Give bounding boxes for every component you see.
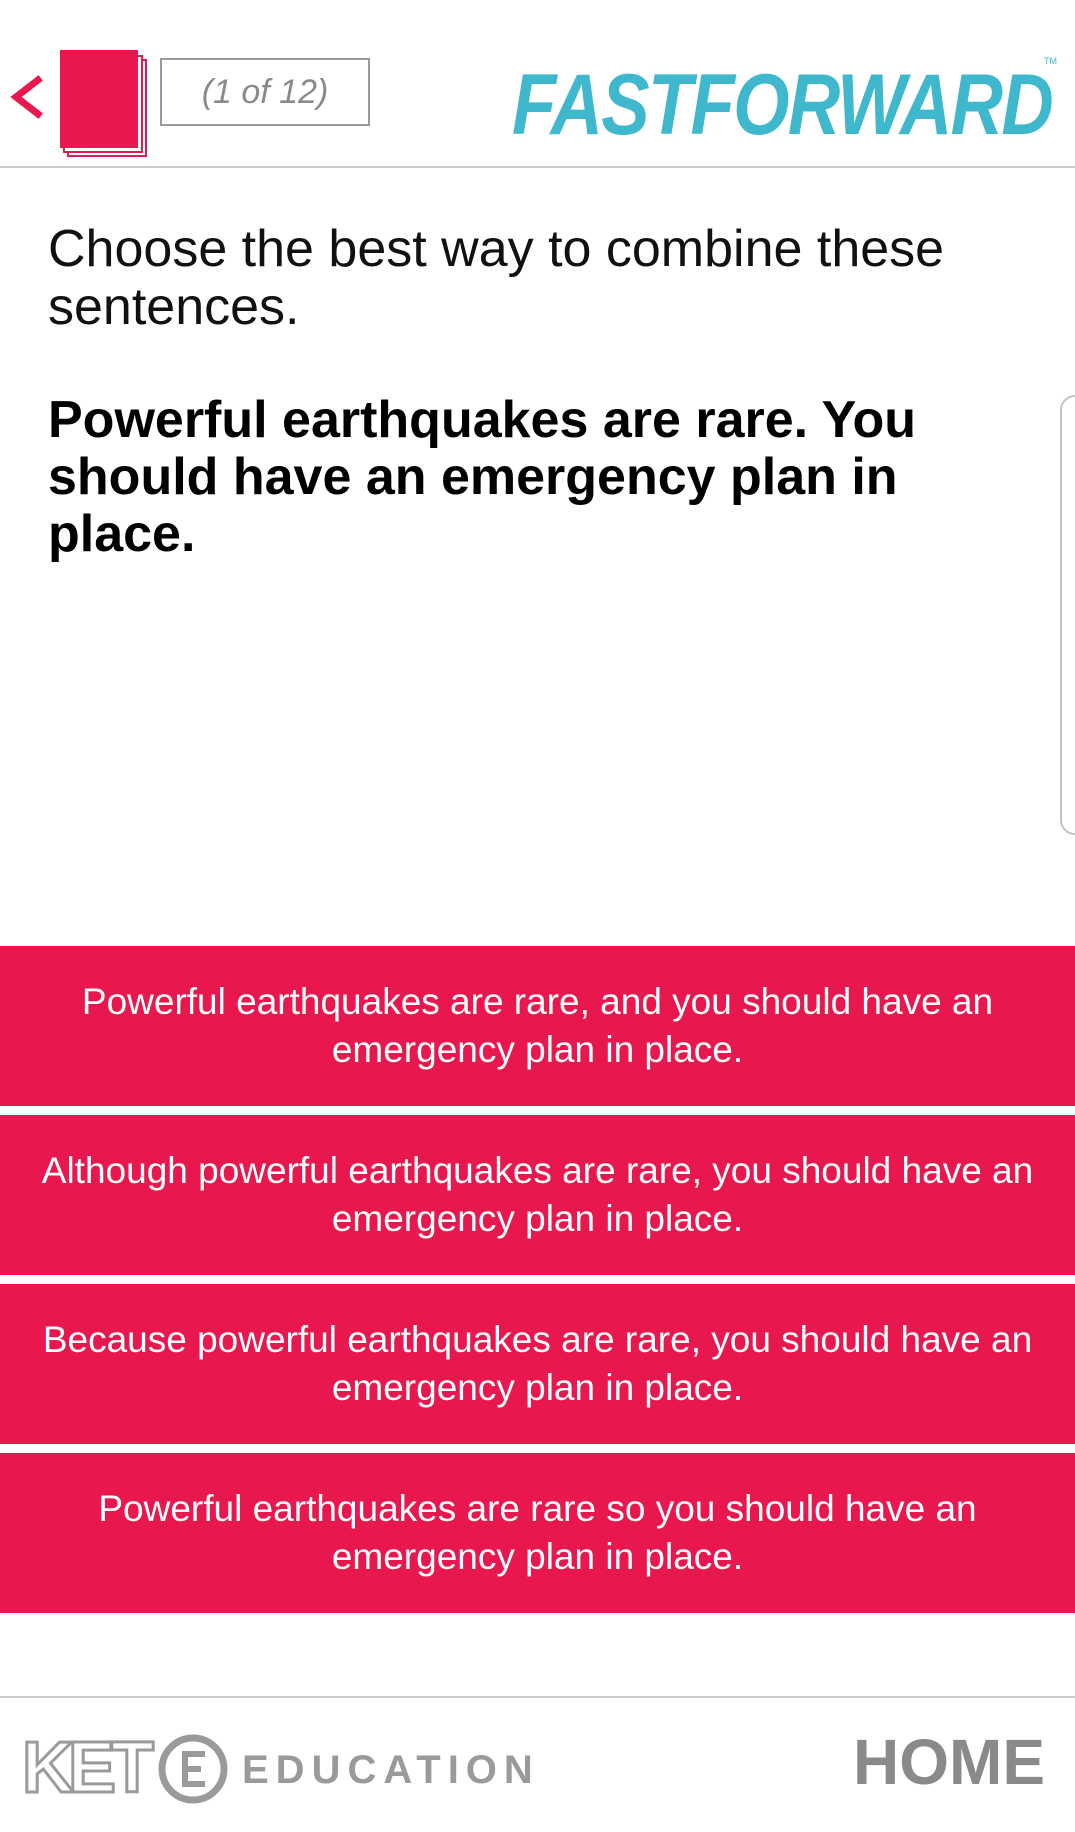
scroll-handle[interactable] (1060, 395, 1075, 835)
education-label: EDUCATION (242, 1748, 540, 1792)
fastforward-logo (512, 50, 1060, 150)
home-button[interactable]: HOME (853, 1726, 1045, 1798)
question-sentences: Powerful earthquakes are rare. You should have an emergency plan in place. (48, 391, 916, 563)
logo-tm: TM (1044, 56, 1057, 66)
logo-text: FASTFORWARD (512, 57, 1052, 150)
question-prompt: Choose the best way to combine these sentences. (48, 220, 945, 336)
ket-education-logo (22, 1724, 540, 1814)
answer-option-4[interactable] (0, 1453, 1075, 1613)
answer-text: Powerful earthquakes are rare, and you should have an emergency plan in place. (81, 981, 994, 1070)
answer-option-1[interactable] (0, 946, 1075, 1106)
answer-list (0, 946, 1075, 1622)
ket-logo-letters: KET (22, 1728, 148, 1808)
app-header (0, 0, 1075, 168)
book-stack-icon[interactable] (58, 48, 150, 160)
question-counter: (1 of 12) (160, 58, 370, 126)
answer-text: Powerful earthquakes are rare so you should have an emergency plan in place. (98, 1488, 977, 1577)
ket-e-circle-icon (158, 1734, 228, 1804)
answer-text: Because powerful earthquakes are rare, you should have an emergency plan in place. (42, 1319, 1033, 1408)
answer-text: Although powerful earthquakes are rare, you should have an emergency plan in place. (41, 1150, 1034, 1239)
app-footer (0, 1696, 1075, 1832)
chevron-left-icon[interactable] (6, 62, 46, 132)
answer-option-2[interactable] (0, 1115, 1075, 1275)
answer-option-3[interactable] (0, 1284, 1075, 1444)
